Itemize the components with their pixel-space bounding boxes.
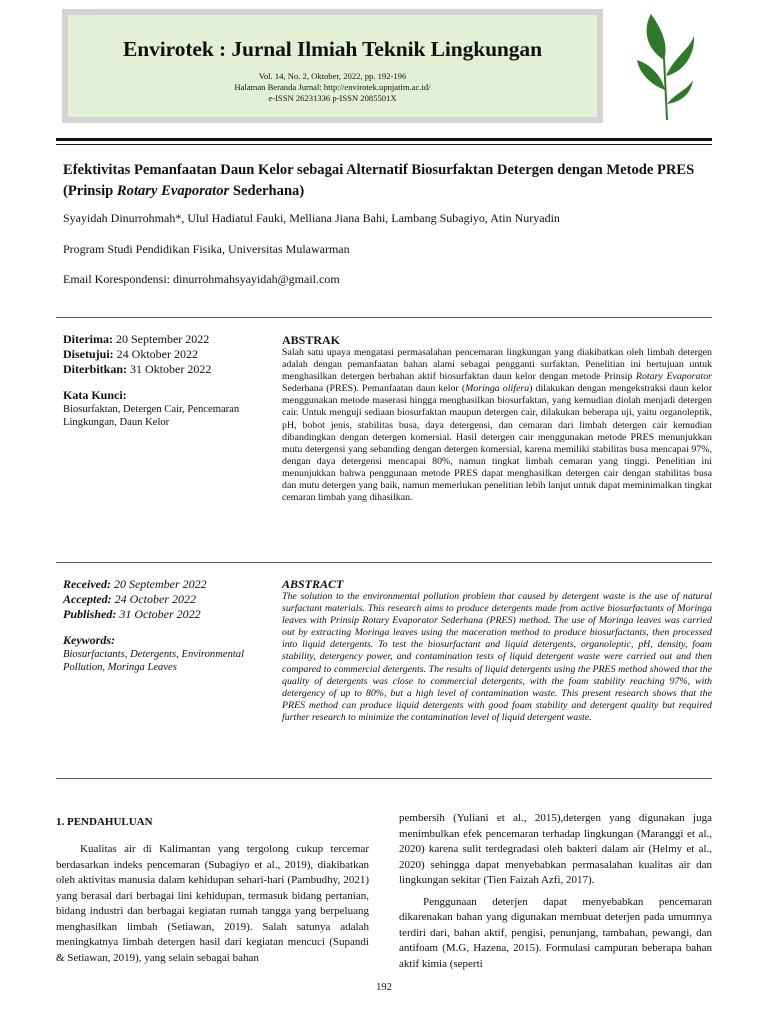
published-date-en: Published: 31 October 2022 bbox=[63, 607, 201, 621]
authors: Syayidah Dinurrohmah*, Ulul Hadiatul Fauki, Melliana Jiana Bahi, Lambang Subagiyo, Atin Nuryadin bbox=[63, 211, 560, 225]
dates-block-en bbox=[63, 577, 268, 674]
correspondence-email[interactable]: Email Korespondensi: dinurrohmahsyayidah@gmail.com bbox=[63, 272, 340, 286]
keywords-id: Biosurfaktan, Detergen Cair, Pencemaran Lingkungan, Daun Kelor bbox=[63, 404, 240, 428]
section-heading: 1. PENDAHULUAN bbox=[56, 816, 153, 828]
homepage-line[interactable]: Halaman Beranda Jurnal: http://envirotek.upnjatim.ac.id/ bbox=[234, 82, 431, 92]
received-date-en: Received: 20 September 2022 bbox=[63, 577, 207, 591]
journal-title: Envirotek : Jurnal Ilmiah Teknik Lingkungan bbox=[123, 37, 542, 61]
keywords-en: Biosurfactants, Detergents, Environmental Pollution, Moringa Leaves bbox=[63, 649, 245, 673]
issn-line: e-ISSN 26231336 p-ISSN 2085501X bbox=[268, 93, 397, 103]
article-title: Efektivitas Pemanfaatan Daun Kelor sebagai Alternatif Biosurfaktan Detergen dengan Metode PRES (Prinsip Rotary Evaporator Sederhana) bbox=[63, 162, 695, 199]
header-rule-thin bbox=[56, 144, 712, 145]
received-date: Diterima: 20 September 2022 bbox=[63, 332, 210, 346]
abstract-id bbox=[282, 333, 712, 504]
approved-date: Disetujui: 24 Oktober 2022 bbox=[63, 347, 198, 361]
keywords-label-en: Keywords: bbox=[63, 633, 115, 647]
divider-bottom bbox=[56, 778, 712, 779]
abstract-en bbox=[282, 577, 712, 724]
published-date: Diterbitkan: 31 Oktober 2022 bbox=[63, 362, 212, 376]
body-left-column bbox=[56, 842, 369, 966]
abstract-body-id: Salah satu upaya mengatasi permasalahan pencemaran lingkungan yang diakibatkan oleh limbah detergen adalah dengan pemanfaatan bahan alami sebagai pengganti surfaktan. Penelitian ini bertujuan untuk menghasilkan detergen berbahan aktif biosurfaktan daun kelor dengan metode Prinsip Rotary Evaporator Sederhana (PRES). Pemanfaatan daun kelor (Moringa olifera) dilakukan dengan mengekstraksi daun kelor menggunakan metode maserasi hingga menghasilkan biosurfaktan, yang kemudian diolah menjadi detergen cair. Untuk menguji sediaan biosurfaktan maupun detergen cair, dilakukan beberapa uji, yaitu organoleptik, pH, bobot jenis, stabilitas busa, daya detergensi, dan cemaran dari limbah detergen cair kemudian dibandingkan dengan detergen komersial. Hasil detergen cair menggunakan metode PRES menunjukkan mutu detergensi yang sebanding dengan detergen komersial, karena memiliki stabilitas busa mencapai 97%, dengan daya detergensi mencapai 80%, namun tingkat limbah cemaran yang tinggi. Penelitian ini menunjukkan bahwa penggunaan metode PRES dapat menghasilkan detergen cair dengan stabilitas busa dan mutu detergen yang baik, namun memerlukan penelitian lebih lanjut untuk dapat meminimalkan tingkat cemaran limbah yang dihasilkan. bbox=[282, 347, 712, 504]
journal-header-inner bbox=[68, 15, 597, 117]
journal-header-box bbox=[62, 9, 603, 123]
body-paragraph: Penggunaan deterjen dapat menyebabkan pencemaran dikarenakan bahan yang digunakan membuat deterjen pada umumnya terdiri dari, bahan aktif, pengisi, penunjang, tambahan, pewangi, dan antifoam (M.G, Hazena, 2015). Formulasi campuran beberapa bahan aktif kimia (seperti bbox=[399, 895, 712, 970]
divider-top bbox=[56, 317, 712, 318]
article-title-italic: Rotary Evaporator bbox=[116, 183, 230, 199]
header-rule-thick bbox=[56, 138, 712, 141]
keywords-label-id: Kata Kunci: bbox=[63, 388, 127, 402]
abstract-heading-en: ABSTRACT bbox=[282, 577, 344, 591]
abstract-heading-id: ABSTRAK bbox=[282, 333, 341, 347]
divider-middle bbox=[56, 562, 712, 563]
volume-line: Vol. 14, No. 2, Oktober, 2022, pp. 192-196 bbox=[258, 71, 407, 81]
body-paragraph: pembersih (Yuliani et al., 2015),detergen yang digunakan juga menimbulkan efek pencemaran terhadap lingkungan (Maranggi et al., 2020) karena sulit terdegradasi oleh bakteri dalam air (Helmy et al., 2020) sehingga dapat menyebabkan permasalahan kualitas air dan lingkungan sekitar (Tien Faizah Azfi, 2017). bbox=[399, 812, 712, 886]
affiliation: Program Studi Pendidikan Fisika, Universitas Mulawarman bbox=[63, 242, 350, 256]
dates-block-id bbox=[63, 332, 268, 429]
leaves-logo-icon bbox=[635, 10, 695, 122]
page-number: 192 bbox=[376, 982, 392, 993]
body-right-column bbox=[399, 811, 712, 972]
body-paragraph: Kualitas air di Kalimantan yang tergolong cukup tercemar berdasarkan indeks pencemaran (Subagiyo et al., 2019), diakibatkan oleh aktivitas manusia dalam kehidupan sehari-hari (Pambudhy, 2021) yang berasal dari berbagai lini kehidupan, termasuk bidang pertanian, bidang industri dan berbagai kegiatan rumah tangga yang berpeluang menghasilkan limbah (Setiawan, 2019). Salah satunya adalah meningkatnya limbah detergen hasil dari kegiatan mencuci (Supandi & Setiawan, 2019), yang selain sebagai bahan bbox=[56, 843, 369, 964]
accepted-date-en: Accepted: 24 October 2022 bbox=[63, 592, 196, 606]
abstract-body-en: The solution to the environmental pollution problem that caused by detergent waste is the use of natural surfactant materials. This research aims to produce detergents made from active biosurfactants of Moringa leaves with Prinsip Rotary Evaporator Sederhana (PRES) method. The use of Moringa leaves was carried out by extracting Moringa leaves using the maceration method to produce biosurfactants, then processed into liquid detergents. To test the biosurfactant and liquid detergents, organoleptic, pH, density, foam stability, detergency power, and contamination tests of liquid detergent waste were carried out and then compared to commercial detergents. The results of liquid detergents using the PRES method showed that the quality of detergents was close to commercial detergents, with the foam stability reaching 97%, with detergency of up to 80%, but a high level of contamination waste. This present research shows that the PRES method can produce liquid detergents with good foam stability and detergent quality but required further research to minimize the contamination level of liquid detergent waste. bbox=[282, 591, 712, 723]
